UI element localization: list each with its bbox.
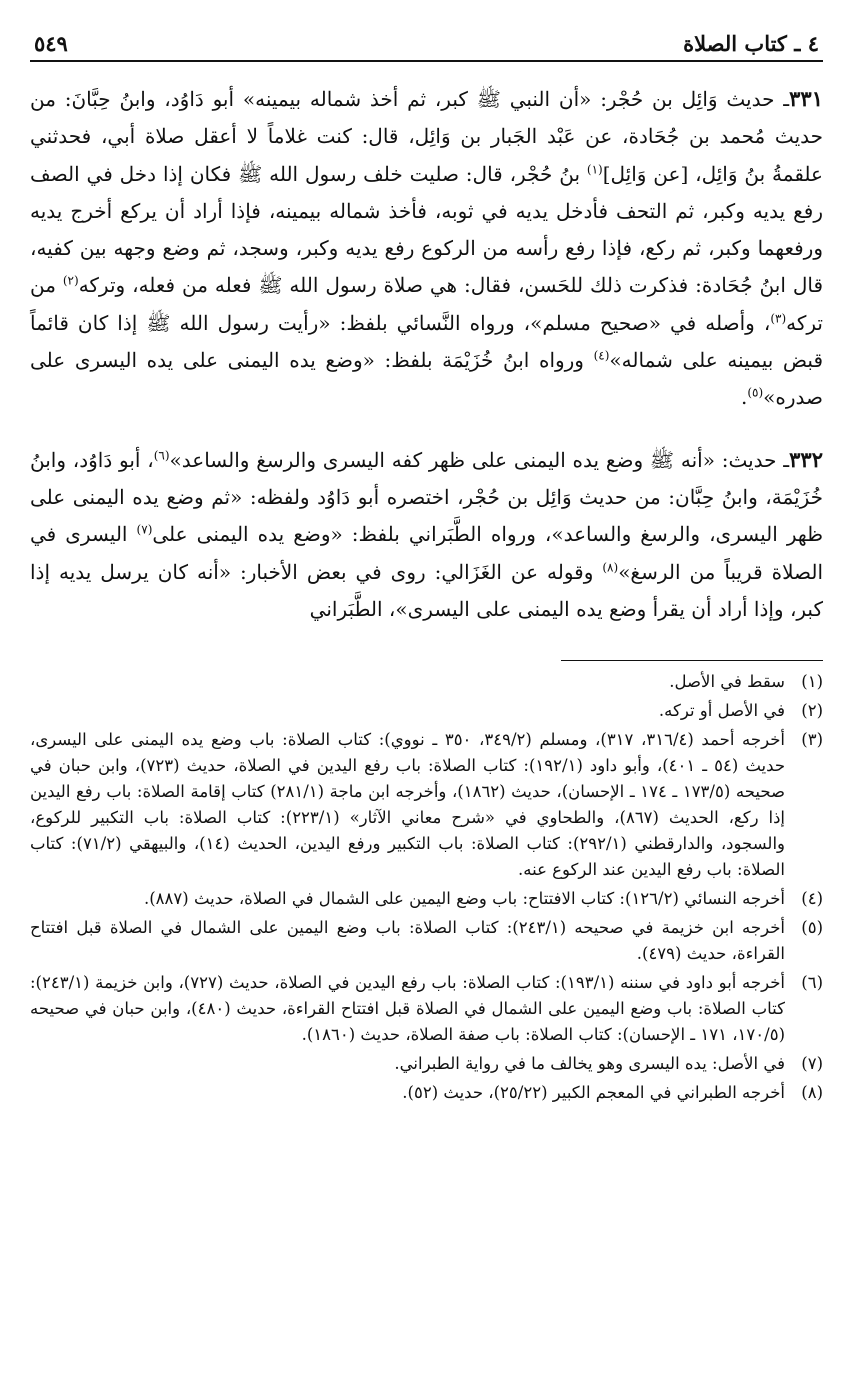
footnote-text: في الأصل أو تركه. xyxy=(658,701,785,721)
footnote-ref[interactable]: (٥) xyxy=(747,385,764,400)
footnote-ref[interactable]: (٢) xyxy=(62,273,79,288)
hadith-332 xyxy=(30,441,823,628)
hadith-text: ـ حديث: «أنه ﷺ وضع يده اليمنى على ظهر كفه اليسرى والرسغ والساعد» xyxy=(169,447,790,472)
running-header xyxy=(30,22,823,62)
hadith-331 xyxy=(30,80,823,417)
footnote-number: (٢) xyxy=(801,701,823,721)
hadith-text: ورواه ابنُ خُزَيْمَة بلفظ: «وضع يده اليمنى على يده اليسرى على صدره» xyxy=(30,348,823,410)
footnote-text: أخرجه النسائي (١٢٦/٢): كتاب الافتتاح: باب وضع اليمين على الشمال في الصلاة، حديث (٨٨٧). xyxy=(143,889,785,909)
footnote-number: (٧) xyxy=(801,1054,823,1074)
footnote-text: أخرجه أبو داود في سننه (١٩٣/١): كتاب الصلاة: باب رفع اليدين في الصلاة، حديث (٧٢٧)، وابن خزيمة (٢٤٣/١): كتاب الصلاة: باب وضع اليمين على الشمال في الصلاة قبل افتتاح القراءة، حديث (٤٨٠)، وابن حبان في صحيحه (١٧٠/٥، ١٧١ ـ الإحسان): كتاب الصلاة: باب صفة الصلاة، حديث (١٨٦٠). xyxy=(30,973,785,1045)
footnote-item xyxy=(30,886,823,912)
footnote-number: (٣) xyxy=(801,730,823,750)
footnote-item xyxy=(30,970,823,1048)
hadith-text: اليسرى في الصلاة قريباً من الرسغ» xyxy=(30,522,823,584)
footnote-item xyxy=(30,1080,823,1106)
footnote-item xyxy=(30,669,823,695)
footnote-number: (٤) xyxy=(801,889,823,909)
footnote-number: (٨) xyxy=(801,1083,823,1103)
page-number: ٥٤٩ xyxy=(34,31,68,56)
footnote-text: أخرجه أحمد (٣١٦/٤، ٣١٧)، ومسلم (٣٤٩/٢، ٣٥٠ ـ نووي): كتاب الصلاة: باب وضع يده اليمنى على اليسرى، حديث (٥٤ ـ ٤٠١)، وأبو داود (١٩٢/١): كتاب الصلاة: باب رفع اليدين في الصلاة، حديث (٧٢٣)، وابن حبان في صحيحه (١٧٣/٥ ـ ١٧٤ ـ الإحسان)، حديث (١٨٦٢)، وأخرجه ابن ماجة (٢٨١/١) كتاب إقامة الصلاة: باب رفع اليدين إذا ركع، الحديث (٨٦٧)، والطحاوي في «شرح معاني الآثار» (٢٢٣/١): كتاب الصلاة: باب التكبير للركوع، والسجود، والدارقطني (٢٩٢/١): كتاب الصلاة: باب التكبير ورفع اليدين، الحديث (١٤)، والبيهقي (٧١/٢): كتاب الصلاة: باب رفع اليدين عند الركوع عنه. xyxy=(30,730,786,880)
chapter-title: ٤ ـ كتاب الصلاة xyxy=(683,31,819,56)
footnote-item xyxy=(30,698,823,724)
footnote-ref[interactable]: (٣) xyxy=(770,311,787,326)
footnote-number: (٦) xyxy=(801,973,823,993)
footnote-number: (١) xyxy=(801,672,823,692)
hadith-text: ، أبو دَاوُد، وابنُ خُزَيْمَة، وابنُ حِبَّان: من حديث وَائِل بن حُجْر، اختصره أبو دَاوُد ولفظه: «ثم وضع يده اليمنى على ظهر اليسرى، والرسغ والساعد»، ورواه الطَّبَراني بلفظ: «وضع يده اليمنى على xyxy=(30,447,823,547)
footnotes xyxy=(30,669,823,1106)
footnote-ref[interactable]: (٨) xyxy=(602,559,619,574)
footnote-text: سقط في الأصل. xyxy=(669,672,785,692)
hadith-text: ـ حديث وَائِل بن حُجْر: «أن النبي ﷺ كبر، ثم أخذ شماله بيمينه» أبو دَاوُد، وابنُ حِبَّانَ: من حديث مُحمد بن جُحَادة، عن عَبْد الجَبار بن وَائِل، قال: كنت غلاماً لا أعقل صلاة أبي، فحدثني علقمةُ بنُ وَائِل، [عن وَائِل] xyxy=(30,87,823,186)
footnote-item xyxy=(30,1051,823,1077)
hadith-text: بنُ حُجْر، قال: صليت خلف رسول الله ﷺ فكان إذا دخل في الصف رفع يديه وكبر، ثم التحف فأدخل يديه في ثوبه، فأخذ شماله بيمينه، فإذا أراد أن يركع أخرج يديه ورفعهما وكبر، ثم ركع، فإذا رفع رأسه من الركوع رفع يديه وكبر، وسجد، ثم وضع وجهه بين كفيه، قال ابنُ جُحَادة: فذكرت ذلك للحَسن، فقال: هي صلاة رسول الله ﷺ فعله من فعله، وتركه xyxy=(30,161,823,298)
footnote-ref[interactable]: (٧) xyxy=(136,522,153,537)
hadith-text: . xyxy=(740,385,748,410)
footnote-ref[interactable]: (٦) xyxy=(153,448,170,463)
footnote-number: (٥) xyxy=(801,918,823,938)
footnote-text: أخرجه ابن خزيمة في صحيحه (٢٤٣/١): كتاب الصلاة: باب وضع اليمين على الشمال في الصلاة قبل افتتاح القراءة، حديث (٤٧٩). xyxy=(30,918,785,964)
footnote-divider xyxy=(561,660,823,661)
page xyxy=(30,22,823,1364)
main-text xyxy=(30,80,823,628)
footnote-item xyxy=(30,915,823,967)
footnote-text: في الأصل: يده اليسرى وهو يخالف ما في رواية الطبراني. xyxy=(394,1054,785,1074)
footnote-ref[interactable]: (١) xyxy=(586,161,603,176)
hadith-text: وقوله عن الغَزَالي: روى في بعض الأخبار: «أنه كان يرسل يديه إذا كبر، وإذا أراد أن يقرأ وضع يده اليمنى على اليسرى»، الطَّبَراني xyxy=(30,559,823,621)
footnote-ref[interactable]: (٤) xyxy=(593,348,610,363)
footnote-text: أخرجه الطبراني في المعجم الكبير (٢٥/٢٢)، حديث (٥٢). xyxy=(402,1083,785,1103)
hadith-text: ، وأصله في «صحيح مسلم»، ورواه النَّسائي بلفظ: «رأيت رسول الله ﷺ إذا كان قائماً قبض بيمينه على شماله» xyxy=(30,310,824,373)
hadith-number: ٣٣١ xyxy=(789,86,823,111)
hadith-number: ٣٣٢ xyxy=(789,446,823,472)
hadith-text: من تركه xyxy=(30,273,823,335)
footnote-item xyxy=(30,727,823,883)
